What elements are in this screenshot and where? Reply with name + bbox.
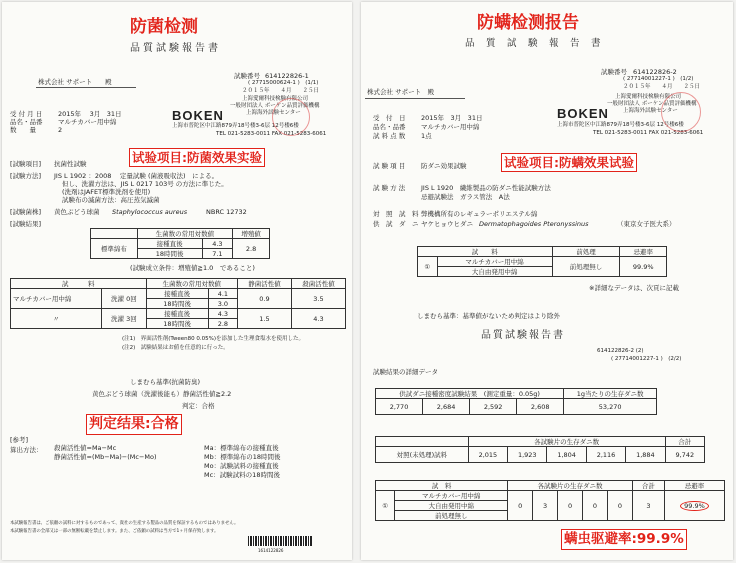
control-cond-2: 18時間後 [137, 249, 202, 259]
sample-mite-header-total: 合計 [632, 481, 664, 491]
ctrl-mite-val-2: 1,923 [508, 447, 547, 463]
ref-formula-1: 殺菌活性値=Ma−Mc [54, 444, 117, 452]
ctrl-mite-total: 9,742 [665, 447, 704, 463]
control-header-increase: 増殖値 [233, 229, 270, 239]
sample-mite-val-3: 0 [558, 491, 583, 521]
points-label: 試 料 点 数 [373, 132, 406, 140]
test-no-2: 614122826-2 (2) [597, 348, 644, 354]
lab-tel: TEL 021-5283-0011 FAX 021-5283-6061 [216, 131, 327, 137]
control-val-2: 7.1 [202, 249, 232, 259]
mite-scientific: Dermatophagoides Pteronyssinus [479, 220, 589, 228]
ref-source: 算出方法： [10, 446, 43, 454]
sample-mite-name-2: 大自由発用中綿 [395, 501, 508, 511]
sample-mite-header-rate: 忌避率 [664, 481, 724, 491]
sample-1-bacteriostatic: 0.9 [237, 289, 291, 309]
mite-japanese: ヤケヒョウヒダニ [421, 220, 473, 228]
sample-table [10, 278, 346, 329]
summary-header-pre: 前処理 [552, 247, 620, 257]
lab-name-2: 一般財団法人 ボーケン品質評価機構 [607, 101, 697, 107]
detail-label: 試験結果の詳細データ [373, 368, 438, 376]
doc-title: 品質試験報告書 [130, 43, 221, 54]
test-no-label: 試験番号 [601, 68, 627, 76]
qty-label: 数 量 [10, 126, 36, 134]
summary-no: ① [418, 257, 438, 277]
control-cond-1: 接種直後 [137, 239, 202, 249]
control-sample-label: 対 照 試 料 [373, 210, 419, 218]
ref-meaning-4: Mc：試験試料の18時間後 [204, 471, 280, 479]
mite-label: 供 試 ダ ニ [373, 220, 419, 228]
ref-label: [参考] [10, 436, 29, 444]
client-name: 株式会社 サポート 殿 [38, 78, 112, 86]
ref-formula-2: 静菌活性値=(Mb−Ma)−(Mc−Mo) [54, 453, 157, 461]
sample-mite-val-1: 0 [508, 491, 533, 521]
sample-1-val-1: 4.1 [208, 289, 237, 299]
qty-value: 2 [58, 126, 63, 134]
sample-1-name: マルチカバー用中綿 [11, 289, 102, 309]
standard-line-1: 黄色ぶどう球菌（洗濯後能も）静菌活性値≧2.2 [92, 390, 232, 398]
inoc-val-1: 2,770 [376, 399, 423, 415]
sample-2-val-1: 4.3 [208, 309, 237, 319]
ref-meaning-1: Ma：標準綿布の接種直後 [204, 444, 279, 452]
sample-header-count: 生菌数の常用対数値 [146, 279, 237, 289]
sample-1-val-2: 3.0 [208, 299, 237, 309]
bacteria-scientific: Staphylococcus aureus [112, 208, 188, 216]
ctrl-mite-val-1: 2,015 [468, 447, 507, 463]
report-date: ２０１５年 ４月 ２５日 [623, 84, 701, 90]
sample-mite-no: ① [376, 491, 395, 521]
test-item-label: 試 験 項 目 [373, 162, 406, 170]
sample-mite-header-each: 各試験片の生存ダニ数 [508, 481, 633, 491]
ref-meaning-2: Mb：標準綿布の18時間後 [204, 453, 281, 461]
item-value: マルチカバー用中綿 [58, 118, 117, 126]
sample-mite-val-5: 0 [607, 491, 632, 521]
red-title: 防螨检测报告 [477, 13, 579, 33]
summary-pre: 前処理無し [552, 257, 620, 277]
ctrl-mite-header-each: 各試験片の生存ダニ数 [468, 437, 665, 447]
test-no-sub: ( 27715000624-1 ) (1/1) [248, 80, 319, 86]
boken-logo: BOKEN [557, 106, 609, 121]
control-increase: 2.8 [233, 239, 270, 259]
test-item-value: 抗菌性試験 [54, 160, 87, 168]
method-line-1: JIS L 1920 繊維製品の防ダニ性能試験方法 [421, 184, 551, 192]
control-val-1: 4.3 [202, 239, 232, 249]
footer-line-1: 本試験報告書は、ご依頼の試料に対するものであって、貴社の生産する製品の品質を保証するものではありません。 [10, 521, 239, 526]
test-no: 614122826-2 [633, 68, 677, 76]
standard-line-2: 判定：合格 [182, 402, 215, 410]
method-label: [試験方法] [10, 172, 42, 180]
test-no-2-sub: ( 27714001227-1 ) (2/2) [611, 356, 682, 362]
test-no-label: 試験番号 [234, 72, 260, 80]
lab-name-2: 一般財団法人 ボーケン品質評価機構 [230, 103, 320, 109]
summary-header-sample: 試 料 [418, 247, 553, 257]
red-test-item: 试验项目:防菌效果实验 [129, 148, 265, 167]
recv-value: 2015年 3月 31日 [421, 114, 483, 122]
report-date: ２０１５年 ４月 ２５日 [242, 88, 320, 94]
ctrl-mite-val-4: 2,116 [586, 447, 625, 463]
bacteria-nbrc: NBRC 12732 [206, 208, 247, 216]
note-1: (注1) 界面活性剤(Tween80 0.05%)を添加した生理食塩水を使用した。 [122, 336, 305, 342]
doc-title: 品 質 試 験 報 告 書 [465, 38, 602, 49]
sample-header-sample: 試 料 [11, 279, 147, 289]
sample-header-bacteriostatic: 静菌活性値 [237, 279, 291, 289]
inoc-per-gram: 53,270 [564, 399, 657, 415]
sample-2-bactericidal: 4.3 [291, 309, 345, 329]
test-item-value: 防ダニ効果試験 [421, 162, 467, 170]
control-mite-table [375, 436, 705, 463]
sample-2-cond-1: 接種直後 [146, 309, 208, 319]
summary-header-rate: 忌避率 [620, 247, 667, 257]
inoc-header: 供試ダニ接種密度試験結果 (測定重量：0.05g) [376, 389, 564, 399]
bacteria-label: [試験菌株] [10, 208, 42, 216]
sample-2-name: 〃 [11, 309, 102, 329]
summary-rate: 99.9% [620, 257, 667, 277]
inoc-header-per-gram: 1g当たりの生存ダニ数 [564, 389, 657, 399]
sample-mite-val-2: 3 [533, 491, 558, 521]
control-note: (試験成立条件：増殖値≧1.0 であること) [130, 264, 255, 272]
ctrl-mite-label: 対照(未処理)試料 [376, 447, 469, 463]
standard-label: しまむら基準(抗菌防臭) [130, 378, 201, 386]
summary-name-2: 大自由発用中綿 [437, 267, 552, 277]
sample-1-cond-2: 18時間後 [146, 299, 208, 309]
sample-2-bacteriostatic: 1.5 [237, 309, 291, 329]
standard-note: しまむら基準：基準値がないため判定はより除外 [417, 312, 560, 320]
barcode-text: 1614122826 [258, 548, 284, 553]
lab-address: 上海市普陀区中江路879弄18号楼3-6层 12号楼6楼 [557, 122, 684, 128]
ctrl-mite-val-3: 1,804 [547, 447, 586, 463]
control-header-count: 生菌数の常用対数値 [137, 229, 233, 239]
inoc-val-3: 2,592 [470, 399, 517, 415]
test-item-label: [試験項目] [10, 160, 42, 168]
sample-2-wash: 洗濯 3回 [102, 309, 146, 329]
sample-1-bactericidal: 3.5 [291, 289, 345, 309]
sample-mite-name-3: 前処理無し [395, 511, 508, 521]
item-value: マルチカバー用中綿 [421, 123, 480, 131]
lab-tel: TEL 021-5283-0011 FAX 021-5283-6061 [593, 130, 704, 136]
anti-mite-report-page [361, 2, 733, 560]
red-title: 防菌检测 [130, 17, 198, 37]
item-label: 品名・品番 [373, 123, 406, 131]
method-line-1: JIS L 1902 ：2008 定量試験 (菌液吸収法) による。 [54, 172, 219, 180]
sample-mite-total: 3 [632, 491, 664, 521]
points-value: 1点 [421, 132, 432, 140]
lab-name-3: 上海海外試験センター [623, 108, 678, 114]
recv-value: 2015年 3月 31日 [58, 110, 122, 118]
summary-note: ※詳細なデータは、次頁に記載 [589, 284, 679, 292]
doc-title-2: 品質試験報告書 [481, 330, 565, 341]
control-sample-value: 弊機構所有のレギュラーポリエステル綿 [421, 210, 538, 218]
seal-stamp [272, 98, 310, 136]
result-label: [試験結果] [10, 220, 42, 228]
test-no-sub: ( 27714001227-1 ) (1/2) [623, 76, 694, 82]
note-2: (注2) 試験結果はお値を任意的に行った。 [122, 345, 229, 351]
method-line-2: 但し、洗濯方法は、JIS L 0217 103号 の方法に準じた。 [62, 180, 228, 188]
method-line-2: 忌避試験法 ガラス管法 A法 [421, 193, 510, 201]
ref-meaning-3: Mo：試験試料の接種直後 [204, 462, 279, 470]
sample-2-cond-2: 18時間後 [146, 319, 208, 329]
client-name: 株式会社 サポート 殿 [367, 88, 435, 96]
lab-address: 上海市普陀区中江路879弄18号楼3-6层 12号楼6楼 [172, 123, 299, 129]
lab-name-1: 上海愛爾科技検験有限公司 [615, 94, 682, 100]
control-table [90, 228, 270, 259]
sample-1-wash: 洗濯 0回 [102, 289, 146, 309]
recv-label: 受 付 日 [373, 114, 406, 122]
method-line-3: (洗剤はJAFET標準洗剤を使用) [62, 188, 151, 196]
sample-mite-table [375, 480, 725, 521]
lab-name-3: 上海海外試験センター [246, 110, 301, 116]
inoc-val-2: 2,684 [423, 399, 470, 415]
inoc-val-4: 2,608 [517, 399, 564, 415]
test-no: 614122826-1 [265, 72, 309, 80]
control-row-label: 標準綿布 [91, 239, 138, 259]
sample-mite-header-sample: 試 料 [376, 481, 508, 491]
bacteria-value: 黄色ぶどう球菌 [54, 208, 100, 216]
footer-line-2: 本試験報告書の全部又は一部の無断転載を禁止します。また、ご依頼の試料は当方で1ヶ月保存致します。 [10, 529, 219, 534]
sample-mite-val-4: 0 [583, 491, 608, 521]
boken-logo: BOKEN [172, 108, 224, 123]
seal-stamp [661, 92, 701, 132]
mite-source: （東京女子医大系） [617, 220, 676, 228]
method-label: 試 験 方 法 [373, 184, 406, 192]
sample-mite-rate: 99.9% [680, 501, 709, 511]
barcode [248, 536, 312, 546]
sample-2-val-2: 2.8 [208, 319, 237, 329]
antibacterial-report-page [2, 2, 352, 560]
red-judgement: 判定结果:合格 [86, 414, 182, 435]
item-label: 品名・品番 [10, 118, 43, 126]
summary-name-1: マルチカバー用中綿 [437, 257, 552, 267]
recv-label: 受 付 月 日 [10, 110, 43, 118]
ctrl-mite-val-5: 1,884 [626, 447, 665, 463]
summary-table [417, 246, 667, 277]
ctrl-mite-header-total: 合計 [665, 437, 704, 447]
sample-1-cond-1: 接種直後 [146, 289, 208, 299]
red-repellent-rate: 螨虫驱避率:99.9% [561, 529, 687, 550]
sample-mite-name-1: マルチカバー用中綿 [395, 491, 508, 501]
method-line-4: 試験布の滅菌方法：高圧蒸気滅菌 [62, 196, 160, 204]
lab-name-1: 上海愛爾科技検験有限公司 [242, 96, 309, 102]
red-test-item: 试验项目:防螨效果试验 [501, 153, 637, 172]
inoculation-table [375, 388, 657, 415]
sample-header-bactericidal: 殺菌活性値 [291, 279, 345, 289]
